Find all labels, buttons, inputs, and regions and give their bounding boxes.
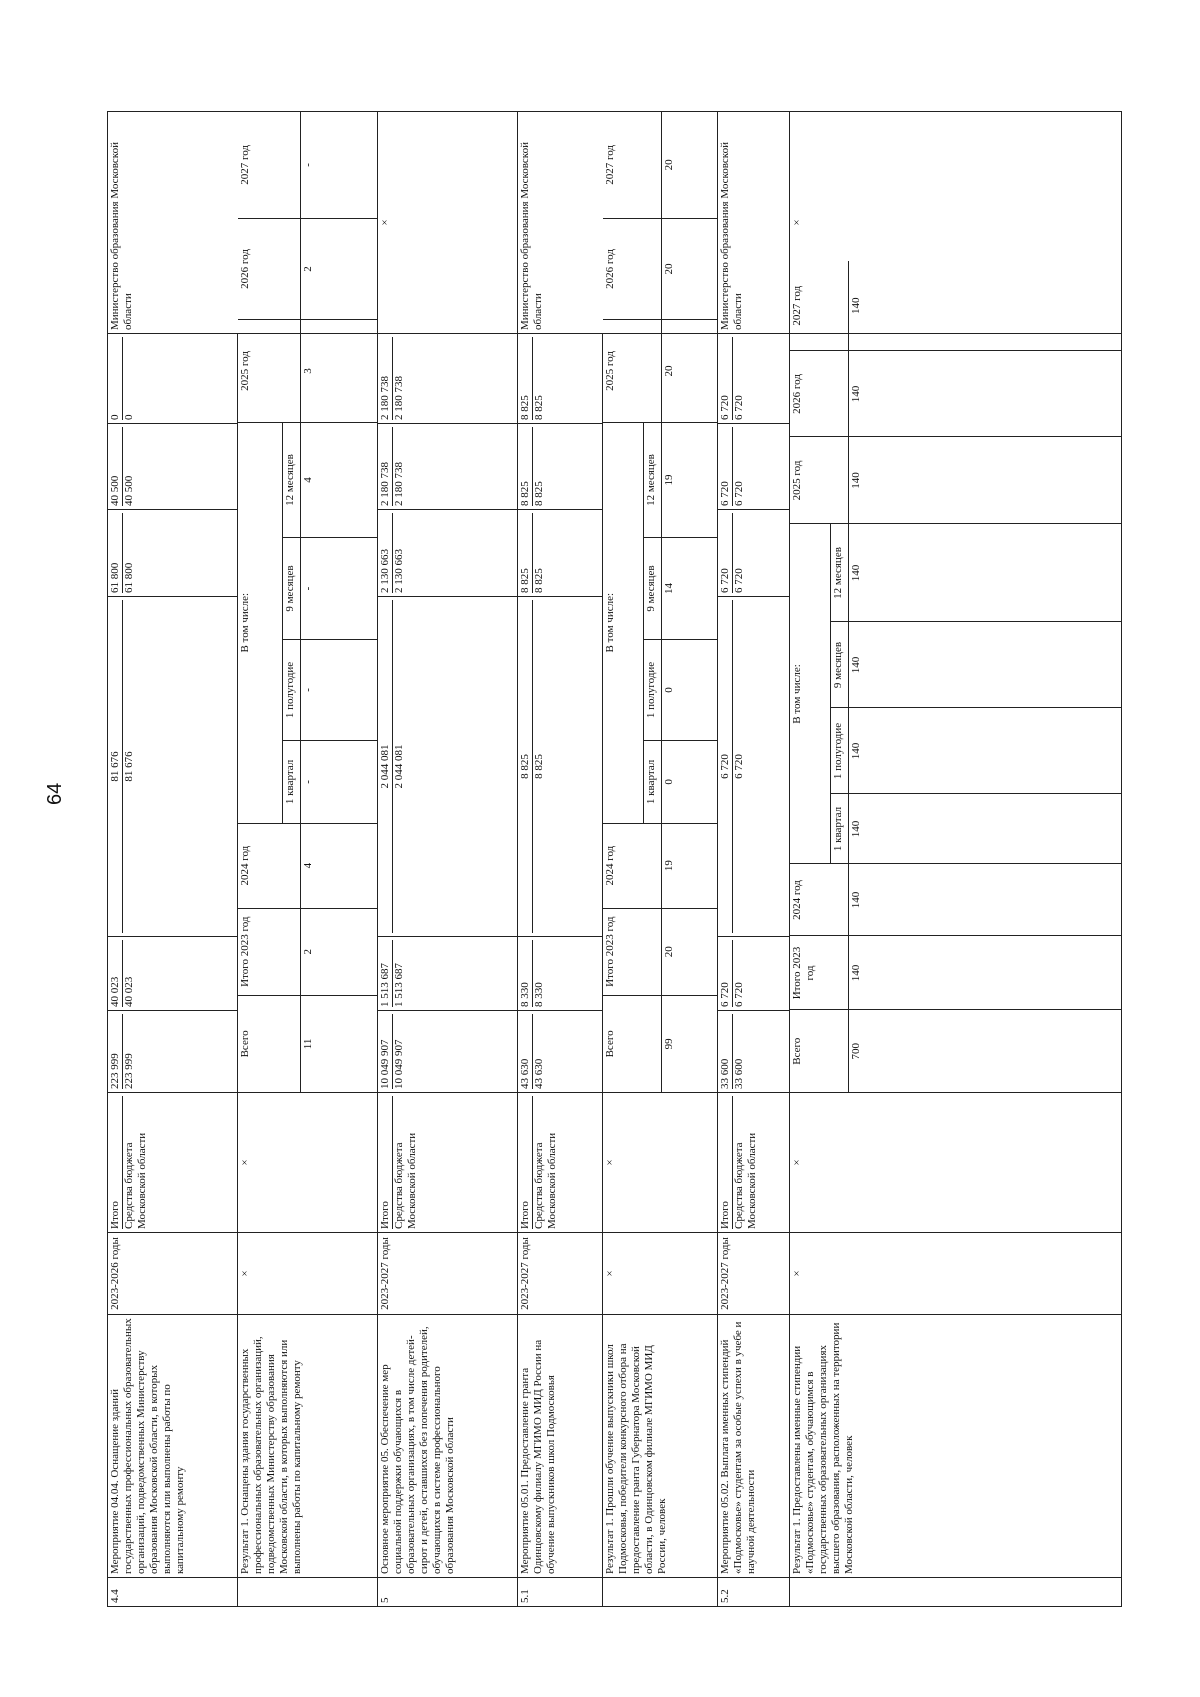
row-number: 5 <box>378 1578 518 1607</box>
cross-mark: × <box>790 112 1122 334</box>
indicator-grid <box>238 112 377 1092</box>
val-12m: 4 <box>300 422 377 538</box>
y2024-cell: 2 044 081 2 044 081 <box>378 597 518 937</box>
total-cell: 33 600 33 600 <box>718 1011 790 1093</box>
table-row-result-5-1 <box>603 112 718 1607</box>
y2027-cell: 2 180 738 2 180 738 <box>378 334 518 424</box>
funding-source <box>378 1093 518 1233</box>
budget-table-sheet <box>107 112 1122 1607</box>
hdr-total-2023: Итого 2023 год <box>603 908 661 995</box>
hdr-total-2023: Итого 2023 год <box>238 908 300 995</box>
row-number: 4.4 <box>108 1578 238 1607</box>
val-2027: 20 <box>661 112 717 218</box>
hdr-12m: 12 месяцев <box>282 422 300 538</box>
activity-name: Мероприятие 04.04. Оснащение зданий государственных профессиональных образовательных организаций, подведомственных Министерству образования Московской области, в которых выполняются или выполнены работы по капитальному ремонту <box>108 1315 238 1578</box>
hdr-9m: 9 месяцев <box>830 622 848 708</box>
val-total: 99 <box>661 995 717 1092</box>
budget-table <box>107 111 1122 1607</box>
hdr-2027: 2027 год <box>790 261 848 351</box>
hdr-2026: 2026 год <box>238 218 300 319</box>
hdr-9m: 9 месяцев <box>282 538 300 639</box>
years-cell: 2023-2027 годы <box>378 1233 518 1315</box>
y2024-cell: 6 720 6 720 <box>718 597 790 937</box>
total-cell: 223 999 223 999 <box>108 1011 238 1093</box>
hdr-total: Всего <box>603 995 661 1092</box>
hdr-12m: 12 месяцев <box>643 422 661 538</box>
val-9m: 140 <box>848 622 1121 708</box>
val-2026: 20 <box>661 218 717 319</box>
activity-name: Мероприятие 05.02. Выплата именных стипендий «Подмосковье» студентам за особые успехи в учебе и научной деятельности <box>718 1315 790 1578</box>
val-2025: 20 <box>661 320 717 423</box>
funding-budget-label: Средства бюджета Московской области <box>733 1132 758 1229</box>
y2026-cell: 40 500 40 500 <box>108 424 238 510</box>
funding-total-label: Итого <box>109 1096 123 1229</box>
funding-source <box>518 1093 603 1233</box>
executor-cell: Министерство образования Московской области <box>718 112 790 334</box>
result-name: Результат 1. Оснащены здания государственных профессиональных образовательных организаций, подведомственных Министерству образования Московской области, в которых выполняются или выполнены работы по капитальному ремонту <box>238 1315 378 1578</box>
val-2023: 2 <box>300 908 377 995</box>
cross-mark: × <box>790 1093 1122 1233</box>
result-name: Результат 1. Предоставлены именные стипендии «Подмосковье» студентам, обучающимся в государственных образовательных организациях высшего образования, расположенных на территории Московской области, человек <box>790 1315 1122 1578</box>
val-2025: 3 <box>300 320 377 423</box>
val-half: 140 <box>848 708 1121 794</box>
val-total: 700 <box>848 1010 1121 1092</box>
val-2027: - <box>300 112 377 218</box>
hdr-total-2023: Итого 2023 год <box>790 936 848 1010</box>
funding-budget-label: Средства бюджета Московской области <box>533 1132 558 1229</box>
cross-mark: × <box>378 112 518 334</box>
funding-source <box>108 1093 238 1233</box>
val-2027: 140 <box>848 261 1121 351</box>
indicator-grid <box>790 261 1121 1092</box>
hdr-q1: 1 квартал <box>643 741 661 824</box>
y2027-cell: 6 720 6 720 <box>718 334 790 424</box>
hdr-2025: 2025 год <box>790 437 848 524</box>
funding-total-label: Итого <box>379 1096 393 1229</box>
val-2024: 140 <box>848 864 1121 936</box>
hdr-2026: 2026 год <box>603 218 661 319</box>
y2027-cell: 8 825 8 825 <box>518 334 603 424</box>
hdr-2027: 2027 год <box>603 112 661 218</box>
hdr-9m: 9 месяцев <box>643 538 661 639</box>
hdr-total: Всего <box>790 1010 848 1092</box>
executor-cell: Министерство образования Московской области <box>108 112 378 334</box>
val-half: - <box>300 639 377 740</box>
table-row-5 <box>378 112 518 1607</box>
val-12m: 140 <box>848 524 1121 622</box>
y2025-cell: 61 800 61 800 <box>108 510 238 597</box>
table-row-result-5-2 <box>790 112 1122 1607</box>
years-cell: 2023-2026 годы <box>108 1233 238 1315</box>
y2023-cell: 40 023 40 023 <box>108 937 238 1011</box>
val-q1: - <box>300 741 377 824</box>
hdr-12m: 12 месяцев <box>830 524 848 622</box>
y2026-cell: 2 180 738 2 180 738 <box>378 424 518 510</box>
hdr-2025: 2025 год <box>238 320 300 423</box>
y2023-cell: 8 330 8 330 <box>518 937 603 1011</box>
y2023-cell: 6 720 6 720 <box>718 937 790 1011</box>
val-2023: 20 <box>661 908 717 995</box>
y2026-cell: 6 720 6 720 <box>718 424 790 510</box>
hdr-half: 1 полугодие <box>282 639 300 740</box>
funding-total-label: Итого <box>719 1096 733 1229</box>
y2025-cell: 6 720 6 720 <box>718 510 790 597</box>
val-2023: 140 <box>848 936 1121 1010</box>
val-2025: 140 <box>848 437 1121 524</box>
val-q1: 140 <box>848 794 1121 864</box>
val-9m: 14 <box>661 538 717 639</box>
hdr-2026: 2026 год <box>790 351 848 437</box>
cross-mark: × <box>603 1233 718 1315</box>
result-indicators <box>603 112 718 1093</box>
y2024-cell: 81 676 81 676 <box>108 597 238 937</box>
val-2026: 140 <box>848 351 1121 437</box>
val-2024: 19 <box>661 823 717 908</box>
hdr-2024: 2024 год <box>790 864 848 936</box>
hdr-q1: 1 квартал <box>282 741 300 824</box>
hdr-2027: 2027 год <box>238 112 300 218</box>
val-half: 0 <box>661 639 717 740</box>
activity-name: Мероприятие 05.01. Предоставление гранта Одинцовскому филиалу МГИМО МИД России на обучение выпускников школ Подмосковья <box>518 1315 603 1578</box>
total-cell: 43 630 43 630 <box>518 1011 603 1093</box>
y2026-cell: 8 825 8 825 <box>518 424 603 510</box>
hdr-2025: 2025 год <box>603 320 661 423</box>
hdr-half: 1 полугодие <box>643 639 661 740</box>
executor-cell: Министерство образования Московской области <box>518 112 718 334</box>
result-indicators <box>238 112 378 1093</box>
cross-mark: × <box>790 1233 1122 1315</box>
hdr-in-that-number: В том числе: <box>238 422 282 823</box>
cross-mark: × <box>238 1233 378 1315</box>
hdr-total: Всего <box>238 995 300 1092</box>
val-9m: - <box>300 538 377 639</box>
years-cell: 2023-2027 годы <box>718 1233 790 1315</box>
hdr-in-that-number: В том числе: <box>603 422 643 823</box>
page-number: 64 <box>44 782 66 805</box>
y2027-cell: 0 0 <box>108 334 238 424</box>
val-total: 11 <box>300 995 377 1092</box>
table-row-5-2 <box>718 112 790 1607</box>
hdr-q1: 1 квартал <box>830 794 848 864</box>
val-q1: 0 <box>661 741 717 824</box>
funding-budget-label: Средства бюджета Московской области <box>393 1132 418 1229</box>
funding-total-label: Итого <box>519 1096 533 1229</box>
y2025-cell: 2 130 663 2 130 663 <box>378 510 518 597</box>
table-row-4-4 <box>108 112 238 1607</box>
funding-budget-label: Средства бюджета Московской области <box>123 1132 148 1229</box>
table-row-5-1 <box>518 112 603 1607</box>
years-cell: 2023-2027 годы <box>518 1233 603 1315</box>
row-number: 5.2 <box>718 1578 790 1607</box>
result-indicators <box>790 285 1122 1093</box>
row-number: 5.1 <box>518 1578 603 1607</box>
hdr-in-that-number: В том числе: <box>790 524 830 864</box>
table-row-result-4-4 <box>238 112 378 1607</box>
y2023-cell: 1 513 687 1 513 687 <box>378 937 518 1011</box>
funding-source <box>718 1093 790 1233</box>
result-name: Результат 1. Прошли обучение выпускники школ Подмосковья, победители конкурсного отбора на предоставление гранта Губернатора Московской области, в Одинцовском филиале МГИМО МИД России, человек <box>603 1315 718 1578</box>
val-2024: 4 <box>300 823 377 908</box>
hdr-2024: 2024 год <box>603 823 661 908</box>
indicator-grid <box>603 112 717 1092</box>
hdr-half: 1 полугодие <box>830 708 848 794</box>
cross-mark: × <box>238 1093 378 1233</box>
total-cell: 10 049 907 10 049 907 <box>378 1011 518 1093</box>
activity-name: Основное мероприятие 05. Обеспечение мер социальной поддержки обучающихся в образовательных организациях, в том числе детей-сирот и детей, оставшихся без попечения родителей, обучающихся в системе профессионального образования Московской области <box>378 1315 518 1578</box>
val-12m: 19 <box>661 422 717 538</box>
hdr-2024: 2024 год <box>238 823 300 908</box>
y2025-cell: 8 825 8 825 <box>518 510 603 597</box>
val-2026: 2 <box>300 218 377 319</box>
cross-mark: × <box>603 1093 718 1233</box>
y2024-cell: 8 825 8 825 <box>518 597 603 937</box>
